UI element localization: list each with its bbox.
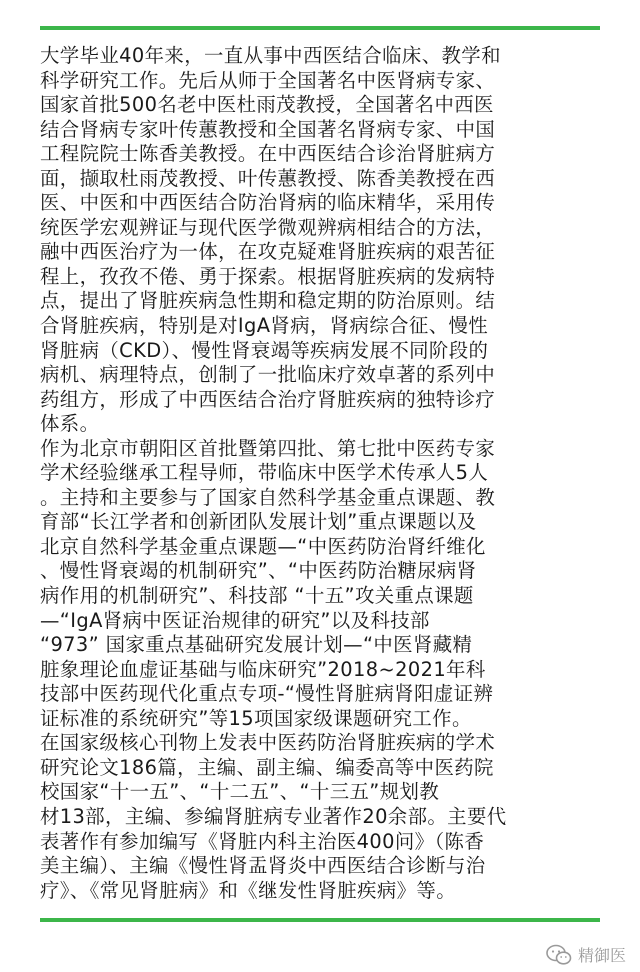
article-body — [40, 44, 600, 903]
watermark — [546, 943, 626, 966]
paragraph-career: 大学毕业40年来，一直从事中西医结合临床、教学和 科学研究工作。先后从师于全国著名中医肾病专家、 国家首批500名老中医杜雨茂教授，全国著名中西医 结合肾病专家叶传蕙教授和全国著名肾病专家、中国 工程院院士陈香美教授。在中西医结合诊治肾脏病方 面，撷取杜雨茂教授、叶传蕙教授、陈香美教授在西 医、中医和中西医结合防治肾病的临床精华，采用传 统医学宏观辨证与现代医学微观辨病相结合的方法， 融中西医治疗为一体，在攻克疑难肾脏疾病的艰苦征 程上，孜孜不倦、勇于探索。根据肾脏疾病的发病特 点，提出了肾脏疾病急性期和稳定期的防治原则。结 合肾脏疾病，特别是对IgA肾病，肾病综合征、慢性 肾脏病（CKD）、慢性肾衰竭等疾病发展不同阶段的 病机、病理特点，创制了一批临床疗效卓著的系列中 药组方，形成了中西医结合治疗肾脏疾病的独特诊疗 体系。 — [40, 44, 501, 436]
bottom-divider — [40, 918, 600, 922]
paragraph-research: 作为北京市朝阳区首批暨第四批、第七批中医药专家 学术经验继承工程导师，带临床中医学术传承人5人 。主持和主要参与了国家自然科学基金重点课题、教 育部“长江学者和创新团队发展计划”重点课题以及 北京自然科学基金重点课题—“中医药防治肾纤维化 、慢性肾衰竭的机制研究”、“中医药防治糖尿病肾 病作用的机制研究”、科技部 “十五”攻关重点课题 —“IgA肾病中医证治规律的研究”以及科技部 “973” 国家重点基础研究发展计划—“中医肾藏精 脏象理论血虚证基础与临床研究”2018~2021年科 技部中医药现代化重点专项-“慢性肾脏病肾阳虚证辨 证标准的系统研究”等15项国家级课题研究工作。 — [40, 436, 496, 730]
wechat-logo-icon — [546, 944, 572, 966]
paragraph-publications: 在国家级核心刊物上发表中医药防治肾脏疾病的学术 研究论文186篇，主编、副主编、编委高等中医药院 校国家“十一五”、“十二五”、“十三五”规划教 材13部，主编、参编肾脏病专业著作20余部。主要代 表著作有参加编写《肾脏内科主治医400问》（陈香 美主编）、主编《慢性肾盂肾炎中西医结合诊断与治 疗》、《常见肾脏病》和《继发性肾脏疾病》等。 — [40, 731, 507, 902]
top-divider — [40, 26, 600, 30]
watermark-text: 精御医 — [577, 946, 626, 965]
